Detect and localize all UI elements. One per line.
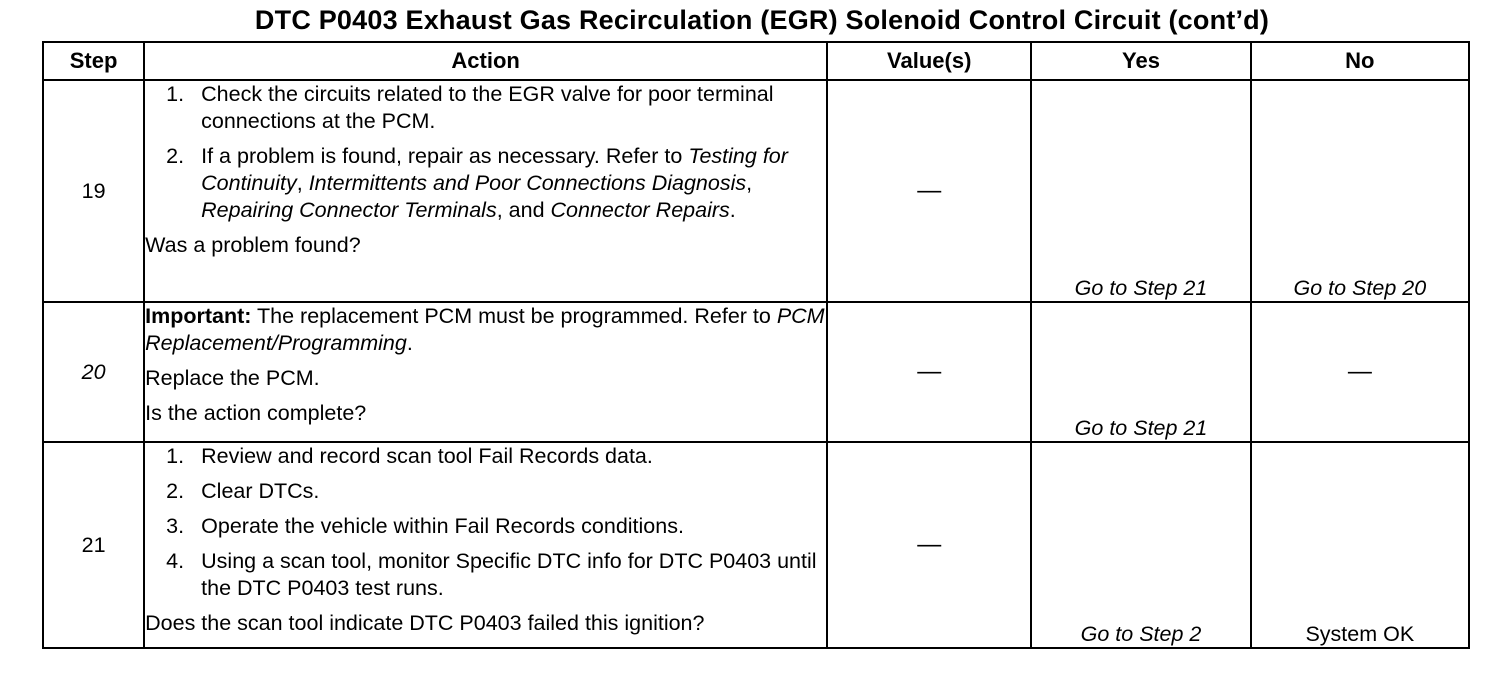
- action-cell: [144, 442, 827, 648]
- item-text: , and: [496, 198, 551, 222]
- item-text: Clear DTCs.: [201, 479, 320, 503]
- instruction-text: Replace the PCM.: [145, 366, 320, 390]
- important-note: [145, 303, 826, 357]
- header-row: [43, 42, 1469, 80]
- action-list: [145, 81, 826, 224]
- table-row-step-20: [43, 302, 1469, 442]
- value-cell: —: [827, 302, 1031, 442]
- diagnostic-table: [42, 41, 1470, 649]
- important-text: The replacement PCM must be programmed. Refer to: [251, 304, 777, 328]
- list-item: [145, 548, 826, 602]
- reference-link: PCM Replacement/Programming: [145, 304, 825, 355]
- item-text: ,: [296, 171, 309, 195]
- no-result: System OK: [1251, 442, 1469, 648]
- action-cell: [144, 302, 827, 442]
- question-text: Is the action complete?: [145, 401, 367, 425]
- list-item: [145, 513, 826, 540]
- action-cell: [144, 80, 827, 302]
- header-no: No: [1251, 42, 1469, 80]
- step-number: 19: [43, 80, 144, 302]
- important-label: Important:: [145, 304, 252, 328]
- header-step: Step: [43, 42, 144, 80]
- item-text: .: [729, 198, 736, 222]
- reference-link: Testing for Continuity: [201, 144, 788, 195]
- no-result: Go to Step 20: [1251, 80, 1469, 302]
- value-cell: —: [827, 80, 1031, 302]
- yes-result: Go to Step 21: [1031, 80, 1250, 302]
- list-item: [145, 143, 826, 224]
- yes-result: Go to Step 21: [1031, 302, 1250, 442]
- item-number: 2.: [166, 479, 185, 503]
- list-item: [145, 81, 826, 135]
- question-text: Was a problem found?: [145, 233, 361, 257]
- reference-link: Connector Repairs: [550, 198, 730, 222]
- reference-link: Repairing Connector Terminals: [201, 198, 497, 222]
- list-item: [145, 443, 826, 470]
- header-yes: Yes: [1031, 42, 1250, 80]
- header-values: Value(s): [827, 42, 1031, 80]
- step-number: 20: [43, 302, 144, 442]
- item-text: Check the circuits related to the EGR valve for poor terminal connections at the PCM.: [201, 82, 774, 133]
- important-end: .: [406, 331, 413, 355]
- yes-result: Go to Step 2: [1031, 442, 1250, 648]
- list-item: [145, 478, 826, 505]
- action-list: [145, 443, 826, 602]
- item-number: 4.: [166, 549, 185, 573]
- item-number: 1.: [166, 444, 185, 468]
- item-text: Operate the vehicle within Fail Records conditions.: [201, 514, 684, 538]
- table-row-step-19: [43, 80, 1469, 302]
- page-title: DTC P0403 Exhaust Gas Recirculation (EGR) Solenoid Control Circuit (cont’d): [254, 5, 1270, 35]
- item-text: If a problem is found, repair as necessary. Refer to: [201, 144, 689, 168]
- item-number: 1.: [166, 82, 185, 106]
- item-text: Using a scan tool, monitor Specific DTC info for DTC P0403 until the DTC P0403 test runs.: [201, 549, 817, 600]
- no-result: —: [1251, 302, 1469, 442]
- question-text: Does the scan tool indicate DTC P0403 failed this ignition?: [145, 611, 705, 635]
- item-number: 3.: [166, 514, 185, 538]
- reference-link: Intermittents and Poor Connections Diagnosis: [308, 171, 747, 195]
- item-text: Review and record scan tool Fail Records data.: [201, 444, 653, 468]
- table-row-step-21: [43, 442, 1469, 648]
- item-text: ,: [746, 171, 753, 195]
- value-cell: —: [827, 442, 1031, 648]
- step-number: 21: [43, 442, 144, 648]
- item-number: 2.: [166, 144, 185, 168]
- header-action: Action: [144, 42, 827, 80]
